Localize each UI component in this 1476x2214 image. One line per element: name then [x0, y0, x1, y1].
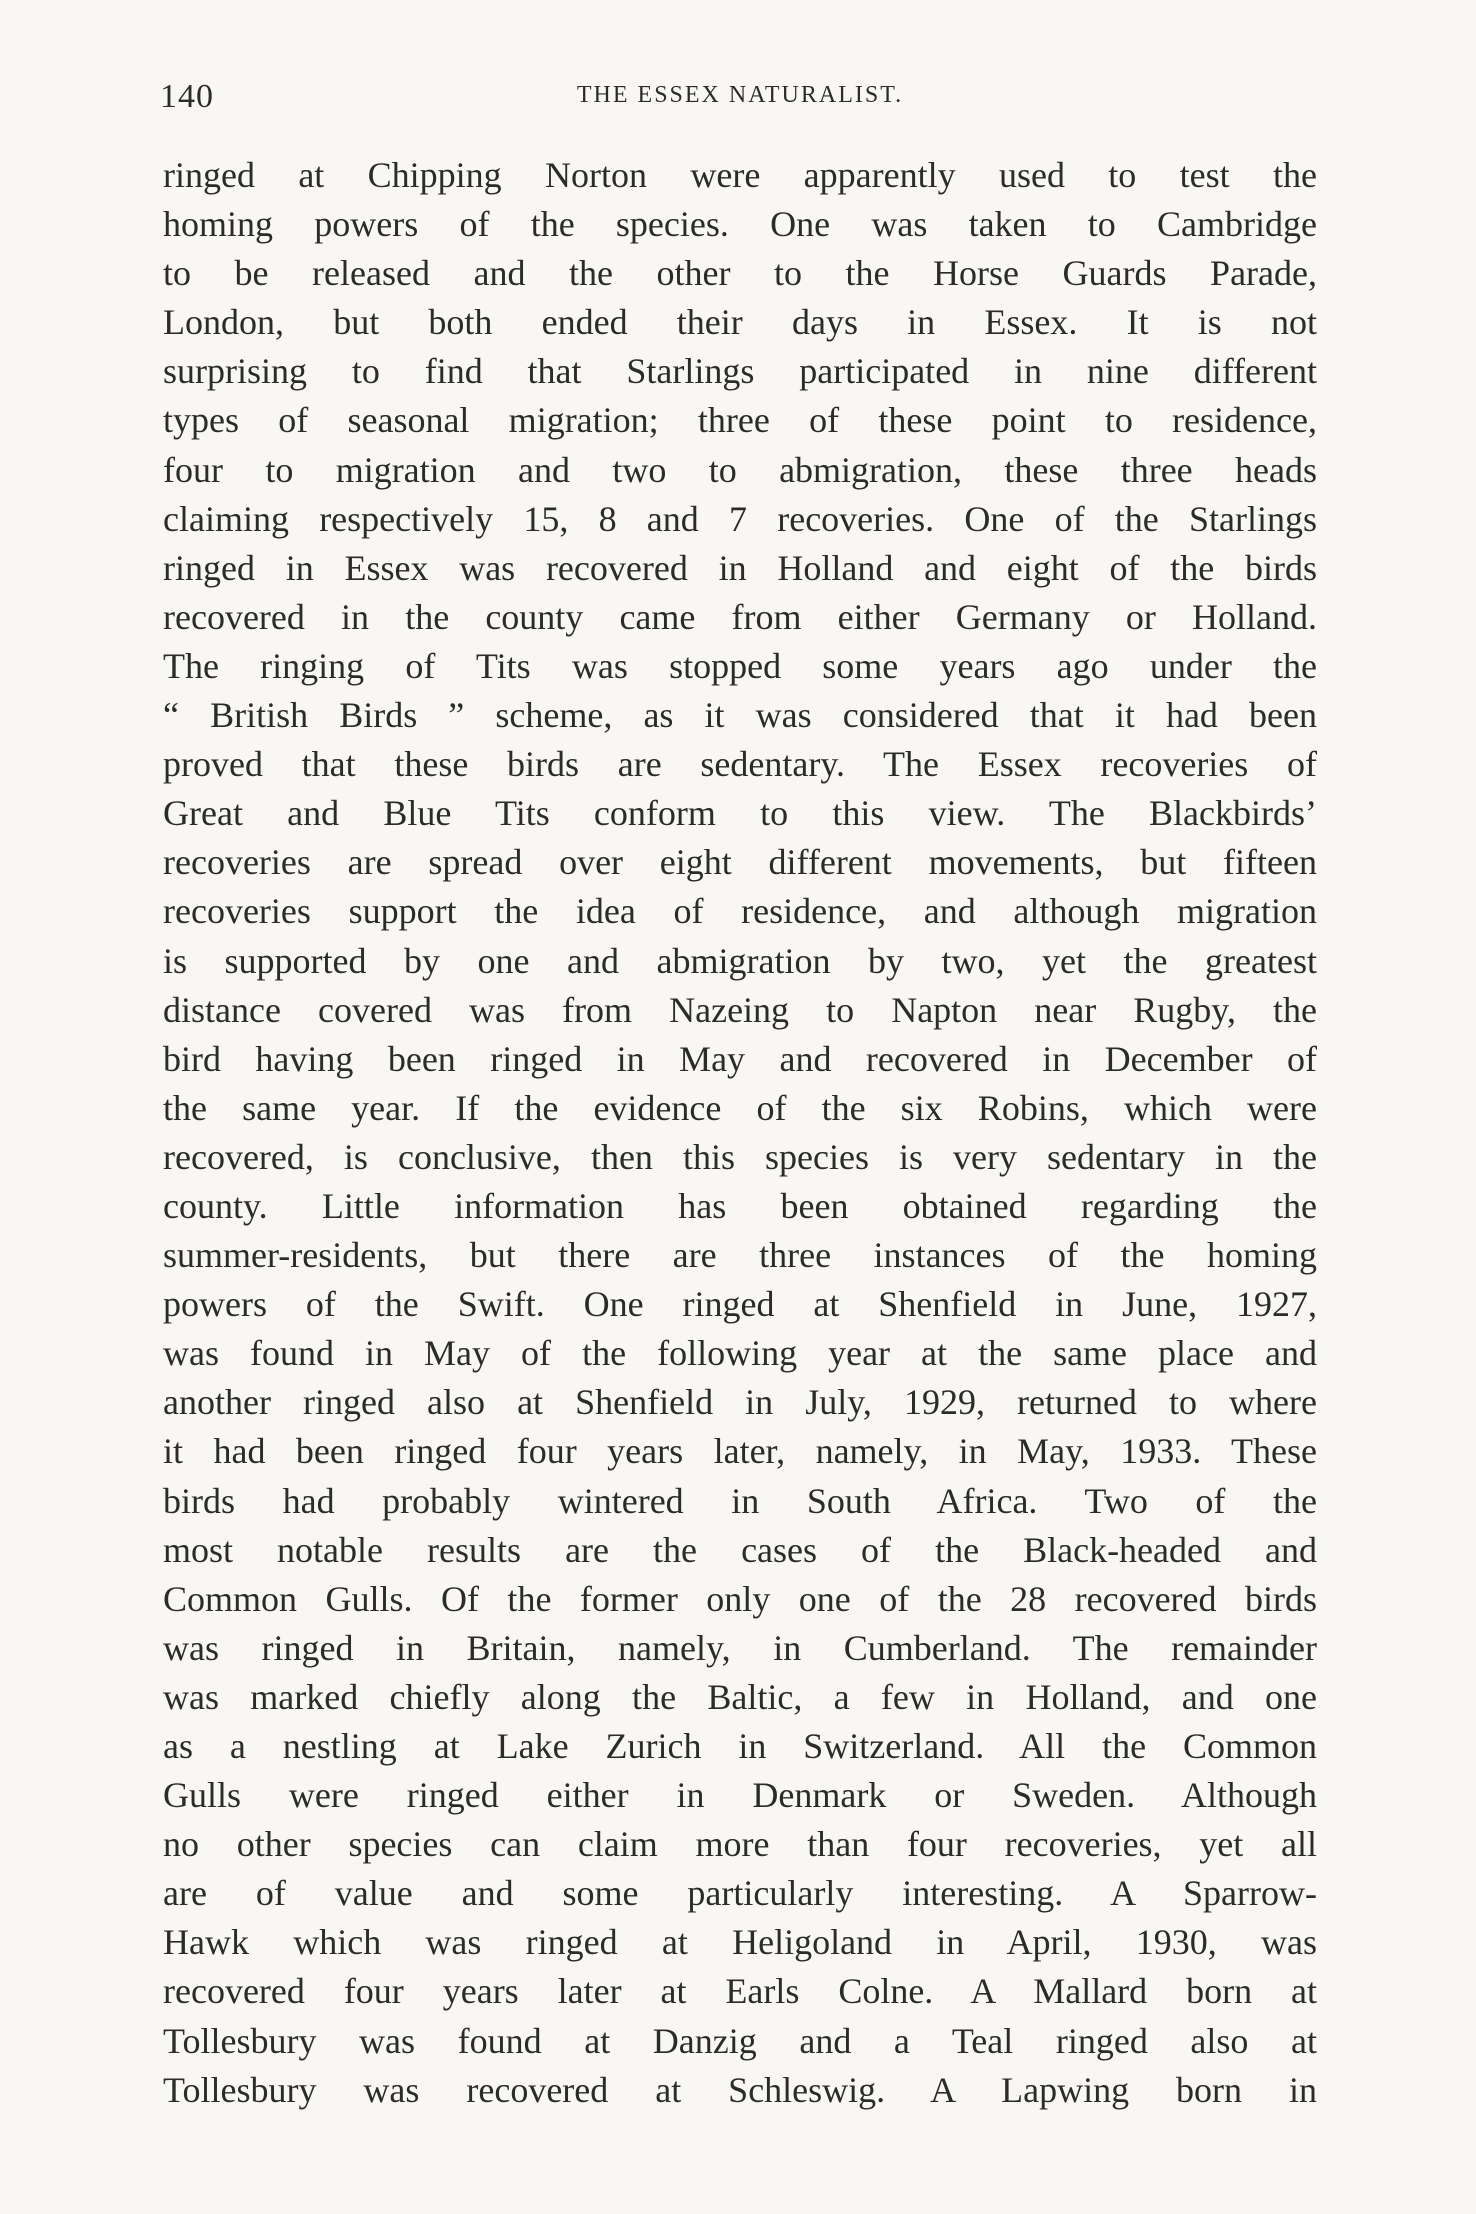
text-line: county. Little information has been obtained regarding the — [163, 1185, 1317, 1226]
text-line: it had been ringed four years later, namely, in May, 1933. These — [163, 1431, 1317, 1472]
text-line: proved that these birds are sedentary. The Essex recoveries of — [163, 744, 1317, 785]
text-line: recovered in the county came from either Germany or Holland. — [163, 596, 1317, 637]
body-text — [163, 151, 1317, 2115]
page-header — [160, 78, 1320, 120]
text-line: “ British Birds ” scheme, as it was considered that it had been — [163, 695, 1317, 736]
text-line: the same year. If the evidence of the six Robins, which were — [163, 1087, 1317, 1128]
text-line: most notable results are the cases of the Black-headed and — [163, 1529, 1317, 1570]
text-line: birds had probably wintered in South Africa. Two of the — [163, 1480, 1317, 1521]
text-line: homing powers of the species. One was taken to Cambridge — [163, 204, 1317, 245]
text-line: Common Gulls. Of the former only one of the 28 recovered birds — [163, 1578, 1317, 1619]
text-line: summer-residents, but there are three instances of the homing — [163, 1235, 1317, 1276]
text-line: four to migration and two to abmigration, these three heads — [163, 449, 1317, 490]
text-line: are of value and some particularly interesting. A Sparrow- — [163, 1873, 1317, 1914]
text-line: Tollesbury was recovered at Schleswig. A Lapwing born in — [163, 2069, 1317, 2110]
text-line: Great and Blue Tits conform to this view. The Blackbirds’ — [163, 793, 1317, 834]
text-line: The ringing of Tits was stopped some years ago under the — [163, 645, 1317, 686]
text-line: types of seasonal migration; three of these point to residence, — [163, 400, 1317, 441]
text-line: to be released and the other to the Horse Guards Parade, — [163, 253, 1317, 294]
text-line: surprising to find that Starlings participated in nine different — [163, 351, 1317, 392]
text-line: ringed at Chipping Norton were apparently used to test the — [163, 155, 1317, 195]
text-line: claiming respectively 15, 8 and 7 recoveries. One of the Starlings — [163, 498, 1317, 539]
text-line: London, but both ended their days in Essex. It is not — [163, 302, 1317, 343]
text-line: another ringed also at Shenfield in July, 1929, returned to where — [163, 1382, 1317, 1423]
text-line: recovered four years later at Earls Colne. A Mallard born at — [163, 1971, 1317, 2012]
text-line: recovered, is conclusive, then this species is very sedentary in the — [163, 1136, 1317, 1177]
running-head: THE ESSEX NATURALIST. — [576, 82, 904, 108]
text-line: distance covered was from Nazeing to Napton near Rugby, the — [163, 989, 1317, 1030]
text-line: is supported by one and abmigration by two, yet the greatest — [163, 940, 1317, 981]
text-line: bird having been ringed in May and recovered in December of — [163, 1038, 1317, 1079]
text-line: was found in May of the following year at the same place and — [163, 1333, 1317, 1374]
text-line: was ringed in Britain, namely, in Cumberland. The remainder — [163, 1627, 1317, 1668]
text-line: powers of the Swift. One ringed at Shenfield in June, 1927, — [163, 1284, 1317, 1325]
text-line: recoveries are spread over eight different movements, but fifteen — [163, 842, 1317, 883]
text-line: as a nestling at Lake Zurich in Switzerland. All the Common — [163, 1726, 1317, 1766]
text-line: Gulls were ringed either in Denmark or Sweden. Although — [163, 1775, 1317, 1816]
text-line: ringed in Essex was recovered in Holland and eight of the birds — [163, 547, 1317, 588]
text-line: recoveries support the idea of residence, and although migration — [163, 891, 1317, 932]
text-line: was marked chiefly along the Baltic, a few in Holland, and one — [163, 1676, 1317, 1717]
text-line: no other species can claim more than four recoveries, yet all — [163, 1824, 1317, 1865]
page-number: 140 — [160, 78, 214, 115]
text-line: Tollesbury was found at Danzig and a Teal ringed also at — [163, 2020, 1317, 2061]
text-line: Hawk which was ringed at Heligoland in April, 1930, was — [163, 1922, 1317, 1963]
